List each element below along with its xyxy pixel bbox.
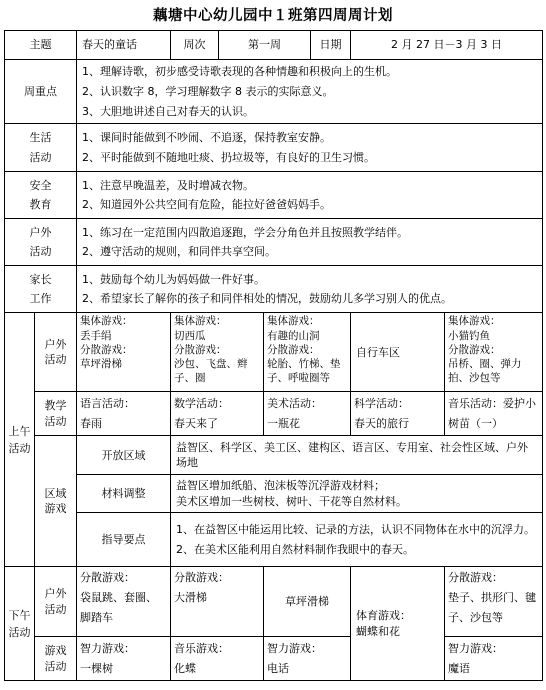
afternoon-game-day1: 智力游戏： 一棵树 — [77, 637, 171, 681]
morning-teaching-row — [5, 392, 543, 436]
focus-label: 周重点 — [5, 60, 77, 124]
safety-item: 1、注意早晚温差，及时增减衣物。 — [82, 178, 254, 192]
theme-value: 春天的童话 — [77, 31, 171, 60]
afternoon-game-day3: 智力游戏： 电话 — [264, 637, 351, 681]
safety-item: 2、知道园外公共空间有危险，能拉好爸爸妈妈手。 — [82, 198, 331, 212]
morning-outdoor-day4: 自行车区 — [351, 313, 445, 392]
outdoor-goals-row — [5, 219, 543, 266]
label-line: 活动 — [29, 245, 52, 259]
focus-row — [5, 60, 543, 124]
area-guide-row — [5, 513, 543, 567]
guide-line: 1、在益智区中能运用比较、记录的方法，认识不同物体在水中的沉浮力。 — [176, 523, 535, 537]
label-line: 户外 — [44, 337, 67, 351]
afternoon-game-day5: 智力游戏： 魔语 — [445, 637, 543, 681]
focus-item: 3、大胆地讲述自己对春天的认识。 — [82, 104, 254, 118]
afternoon-game-label — [35, 637, 77, 681]
label-line: 户外 — [29, 225, 52, 239]
morning-outdoor-row — [5, 313, 543, 392]
label-line: 活动 — [44, 659, 67, 673]
label-line: 活动 — [44, 353, 67, 367]
focus-item: 1、理解诗歌，初步感受诗歌表现的各种情趣和积极向上的生机。 — [82, 65, 397, 78]
parents-content — [77, 266, 543, 313]
date-value: 2 月 27 日－3 月 3 日 — [351, 31, 543, 60]
life-row — [5, 124, 543, 172]
afternoon-outdoor-day5: 分散游戏： 垫子、拱形门、毽子、沙包等 — [445, 567, 543, 637]
area-material-label: 材料调整 — [77, 475, 171, 513]
label-line: 教育 — [29, 198, 52, 212]
parents-row — [5, 266, 543, 313]
afternoon-outdoor-day2: 分散游戏： 大滑梯 — [171, 567, 264, 637]
area-open-row — [5, 436, 543, 475]
guide-line: 2、在美术区能利用自然材料制作我眼中的春天。 — [176, 542, 414, 556]
morning-outdoor-day3: 集体游戏： 有趣的山洞 分散游戏： 轮胎、竹梯、垫子、呼啦圈等 — [264, 313, 351, 392]
afternoon-outdoor-day1: 分散游戏： 袋鼠跳、套圈、脚踏车 — [77, 567, 171, 637]
morning-label: 上午活动 — [5, 313, 35, 567]
outdoor-goals-item: 2、遵守活动的规则，和同伴共享空间。 — [82, 245, 276, 259]
life-item: 2、平时能做到不随地吐痰、扔垃圾等，有良好的卫生习惯。 — [82, 150, 375, 164]
theme-label: 主题 — [5, 31, 77, 60]
label-line: 活动 — [44, 602, 67, 616]
label-line: 区域 — [44, 486, 67, 500]
week-label: 周次 — [171, 31, 219, 60]
outdoor-goals-label — [5, 219, 77, 266]
morning-outdoor-label — [35, 313, 77, 392]
morning-teaching-label — [35, 392, 77, 436]
label-line: 活动 — [29, 150, 52, 164]
safety-row — [5, 172, 543, 219]
page-title: 藕塘中心幼儿园中１班第四周周计划 — [153, 8, 393, 24]
morning-teaching-day1: 语言活动： 春雨 — [77, 392, 171, 436]
morning-teaching-day3: 美术活动： 一瓶花 — [264, 392, 351, 436]
area-open-value: 益智区、科学区、美工区、建构区、语言区、专用室、社会性区域、户外场地 — [171, 436, 543, 475]
afternoon-label: 下午活动 — [5, 567, 35, 681]
label-line: 生活 — [29, 131, 52, 145]
life-content — [77, 124, 543, 172]
outdoor-goals-content — [77, 219, 543, 266]
label-line: 家长 — [29, 272, 52, 286]
focus-content — [77, 60, 543, 124]
label-line: 户外 — [44, 587, 67, 601]
morning-teaching-day5: 音乐活动：爱护小树苗（一） — [445, 392, 543, 436]
area-guide-label: 指导要点 — [77, 513, 171, 567]
morning-outdoor-day1: 集体游戏： 丢手绢 分散游戏： 草坪滑梯 — [77, 313, 171, 392]
safety-label — [5, 172, 77, 219]
parents-item: 2、希望家长了解你的孩子和同伴相处的情况，鼓励幼儿多学习别人的优点。 — [82, 292, 452, 306]
morning-teaching-day2: 数学活动： 春天来了 — [171, 392, 264, 436]
week-value: 第一周 — [219, 31, 311, 60]
afternoon-outdoor-row — [5, 567, 543, 637]
afternoon-outdoor-label — [35, 567, 77, 637]
label-line: 活动 — [44, 414, 67, 428]
label-line: 工作 — [29, 292, 52, 306]
afternoon-game-row — [5, 637, 543, 681]
outdoor-goals-item: 1、练习在一定范围内四散追逐跑，学会分角色并且按照教学结伴。 — [82, 225, 408, 239]
area-open-label: 开放区域 — [77, 436, 171, 475]
label-line: 游戏 — [44, 502, 67, 516]
focus-item: 2、认识数字 8，学习理解数字 8 表示的实际意义。 — [82, 84, 334, 98]
afternoon-outdoor-day3: 草坪滑梯 — [264, 567, 351, 637]
safety-content — [77, 172, 543, 219]
weekly-plan-table — [4, 30, 543, 681]
afternoon-game-day2: 音乐游戏： 化蝶 — [171, 637, 264, 681]
parents-label — [5, 266, 77, 313]
morning-outdoor-day5: 集体游戏： 小猫钓鱼 分散游戏： 吊桥、圈、弹力拍、沙包等 — [445, 313, 543, 392]
label-line: 安全 — [29, 178, 52, 192]
morning-area-label — [35, 436, 77, 567]
area-material-row — [5, 475, 543, 513]
material-line: 益智区增加纸船、泡沫板等沉浮游戏材料； — [176, 479, 385, 493]
date-label: 日期 — [311, 31, 351, 60]
morning-teaching-day4: 科学活动： 春天的旅行 — [351, 392, 445, 436]
area-material-content — [171, 475, 543, 513]
afternoon-day4: 体育游戏： 蝴蝶和花 — [351, 567, 445, 681]
material-line: 美术区增加一些树枝、树叶、干花等自然材料。 — [176, 494, 407, 508]
parents-item: 1、鼓励每个幼儿为妈妈做一件好事。 — [82, 272, 265, 286]
area-guide-content — [171, 513, 543, 567]
life-item: 1、课间时能做到不吵闹、不追逐，保持教室安静。 — [82, 131, 331, 145]
morning-outdoor-day2: 集体游戏： 切西瓜 分散游戏： 沙包、飞盘、辫子、圈 — [171, 313, 264, 392]
label-line: 教学 — [44, 399, 67, 413]
life-label — [5, 124, 77, 172]
header-row — [5, 31, 543, 60]
label-line: 游戏 — [44, 644, 67, 658]
